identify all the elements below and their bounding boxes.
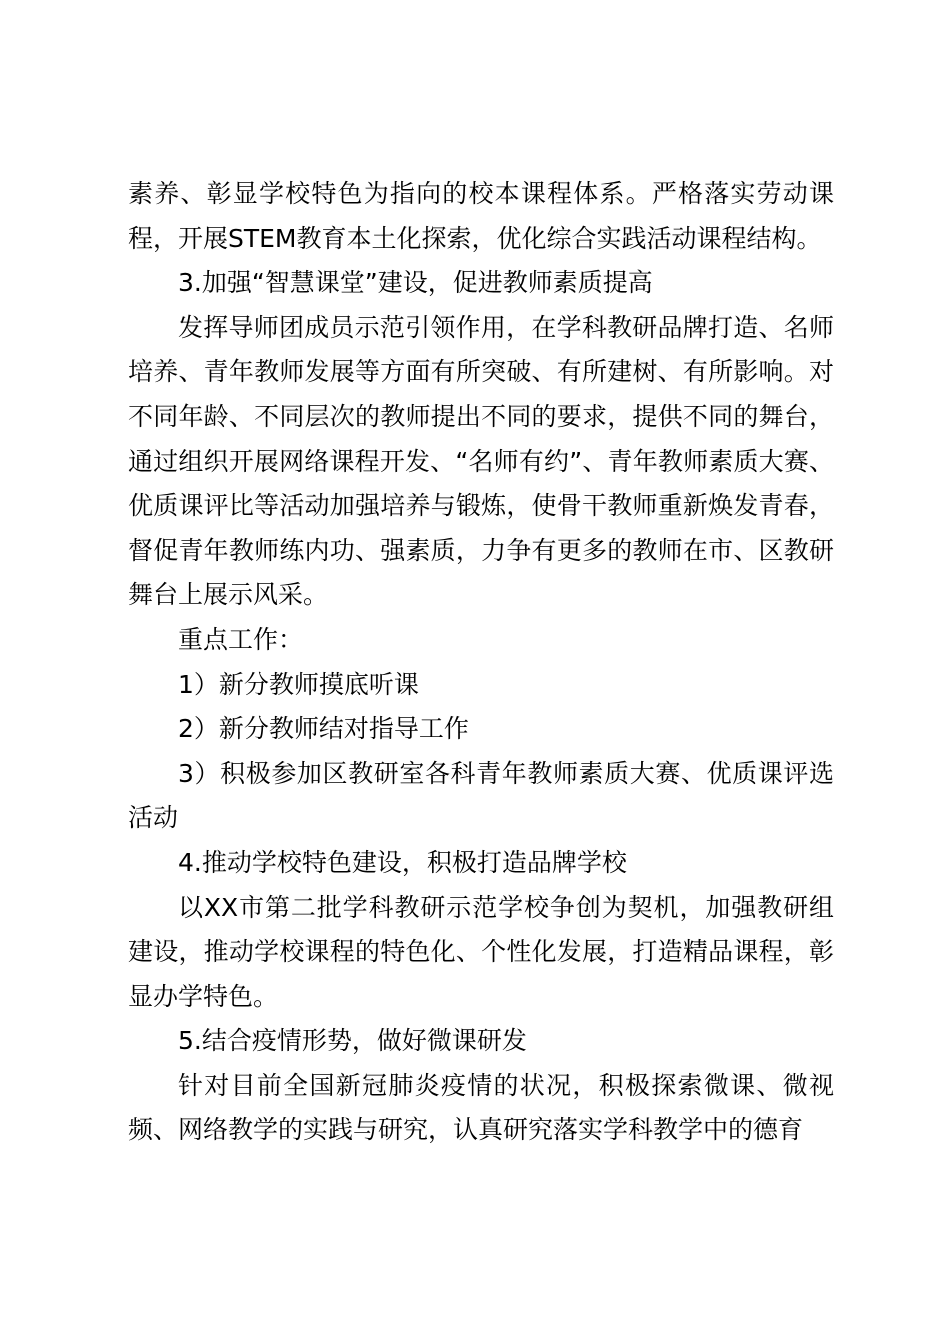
key-work-item-1: 1）新分教师摸底听课: [178, 669, 419, 699]
paragraph-continued: 素养、彰显学校特色为指向的校本课程体系。严格落实劳动课程，开展STEM教育本土化探索，优化综合实践活动课程结构。: [128, 179, 834, 253]
paragraph-mentor-team: 发挥导师团成员示范引领作用，在学科教研品牌打造、名师培养、青年教师发展等方面有所突破、有所建树、有所影响。对不同年龄、不同层次的教师提出不同的要求，提供不同的舞台，通过组织开展网络课程开发、“名师有约”、青年教师素质大赛、优质课评比等活动加强培养与锻炼，使骨干教师重新焕发青春，督促青年教师练内功、强素质，力争有更多的教师在市、区教研舞台上展示风采。: [128, 312, 834, 610]
section-heading-5: 5.结合疫情形势，做好微课研发: [178, 1026, 527, 1056]
key-work-item-3: 3）积极参加区教研室各科青年教师素质大赛、优质课评选活动: [128, 758, 834, 833]
paragraph-micro-course: 针对目前全国新冠肺炎疫情的状况，积极探索微课、微视频、网络教学的实践与研究，认真研究落实学科教学中的德育: [128, 1070, 834, 1145]
section-heading-3: 3.加强“智慧课堂”建设，促进教师素质提高: [178, 268, 653, 298]
paragraph-demo-school: 以XX市第二批学科教研示范学校争创为契机，加强教研组建设，推动学校课程的特色化、个性化发展，打造精品课程，彰显办学特色。: [128, 892, 834, 1011]
key-work-label: 重点工作：: [178, 624, 304, 654]
document-body: [128, 172, 834, 1153]
key-work-item-2: 2）新分教师结对指导工作: [178, 714, 469, 744]
section-heading-4: 4.推动学校特色建设，积极打造品牌学校: [178, 847, 627, 877]
